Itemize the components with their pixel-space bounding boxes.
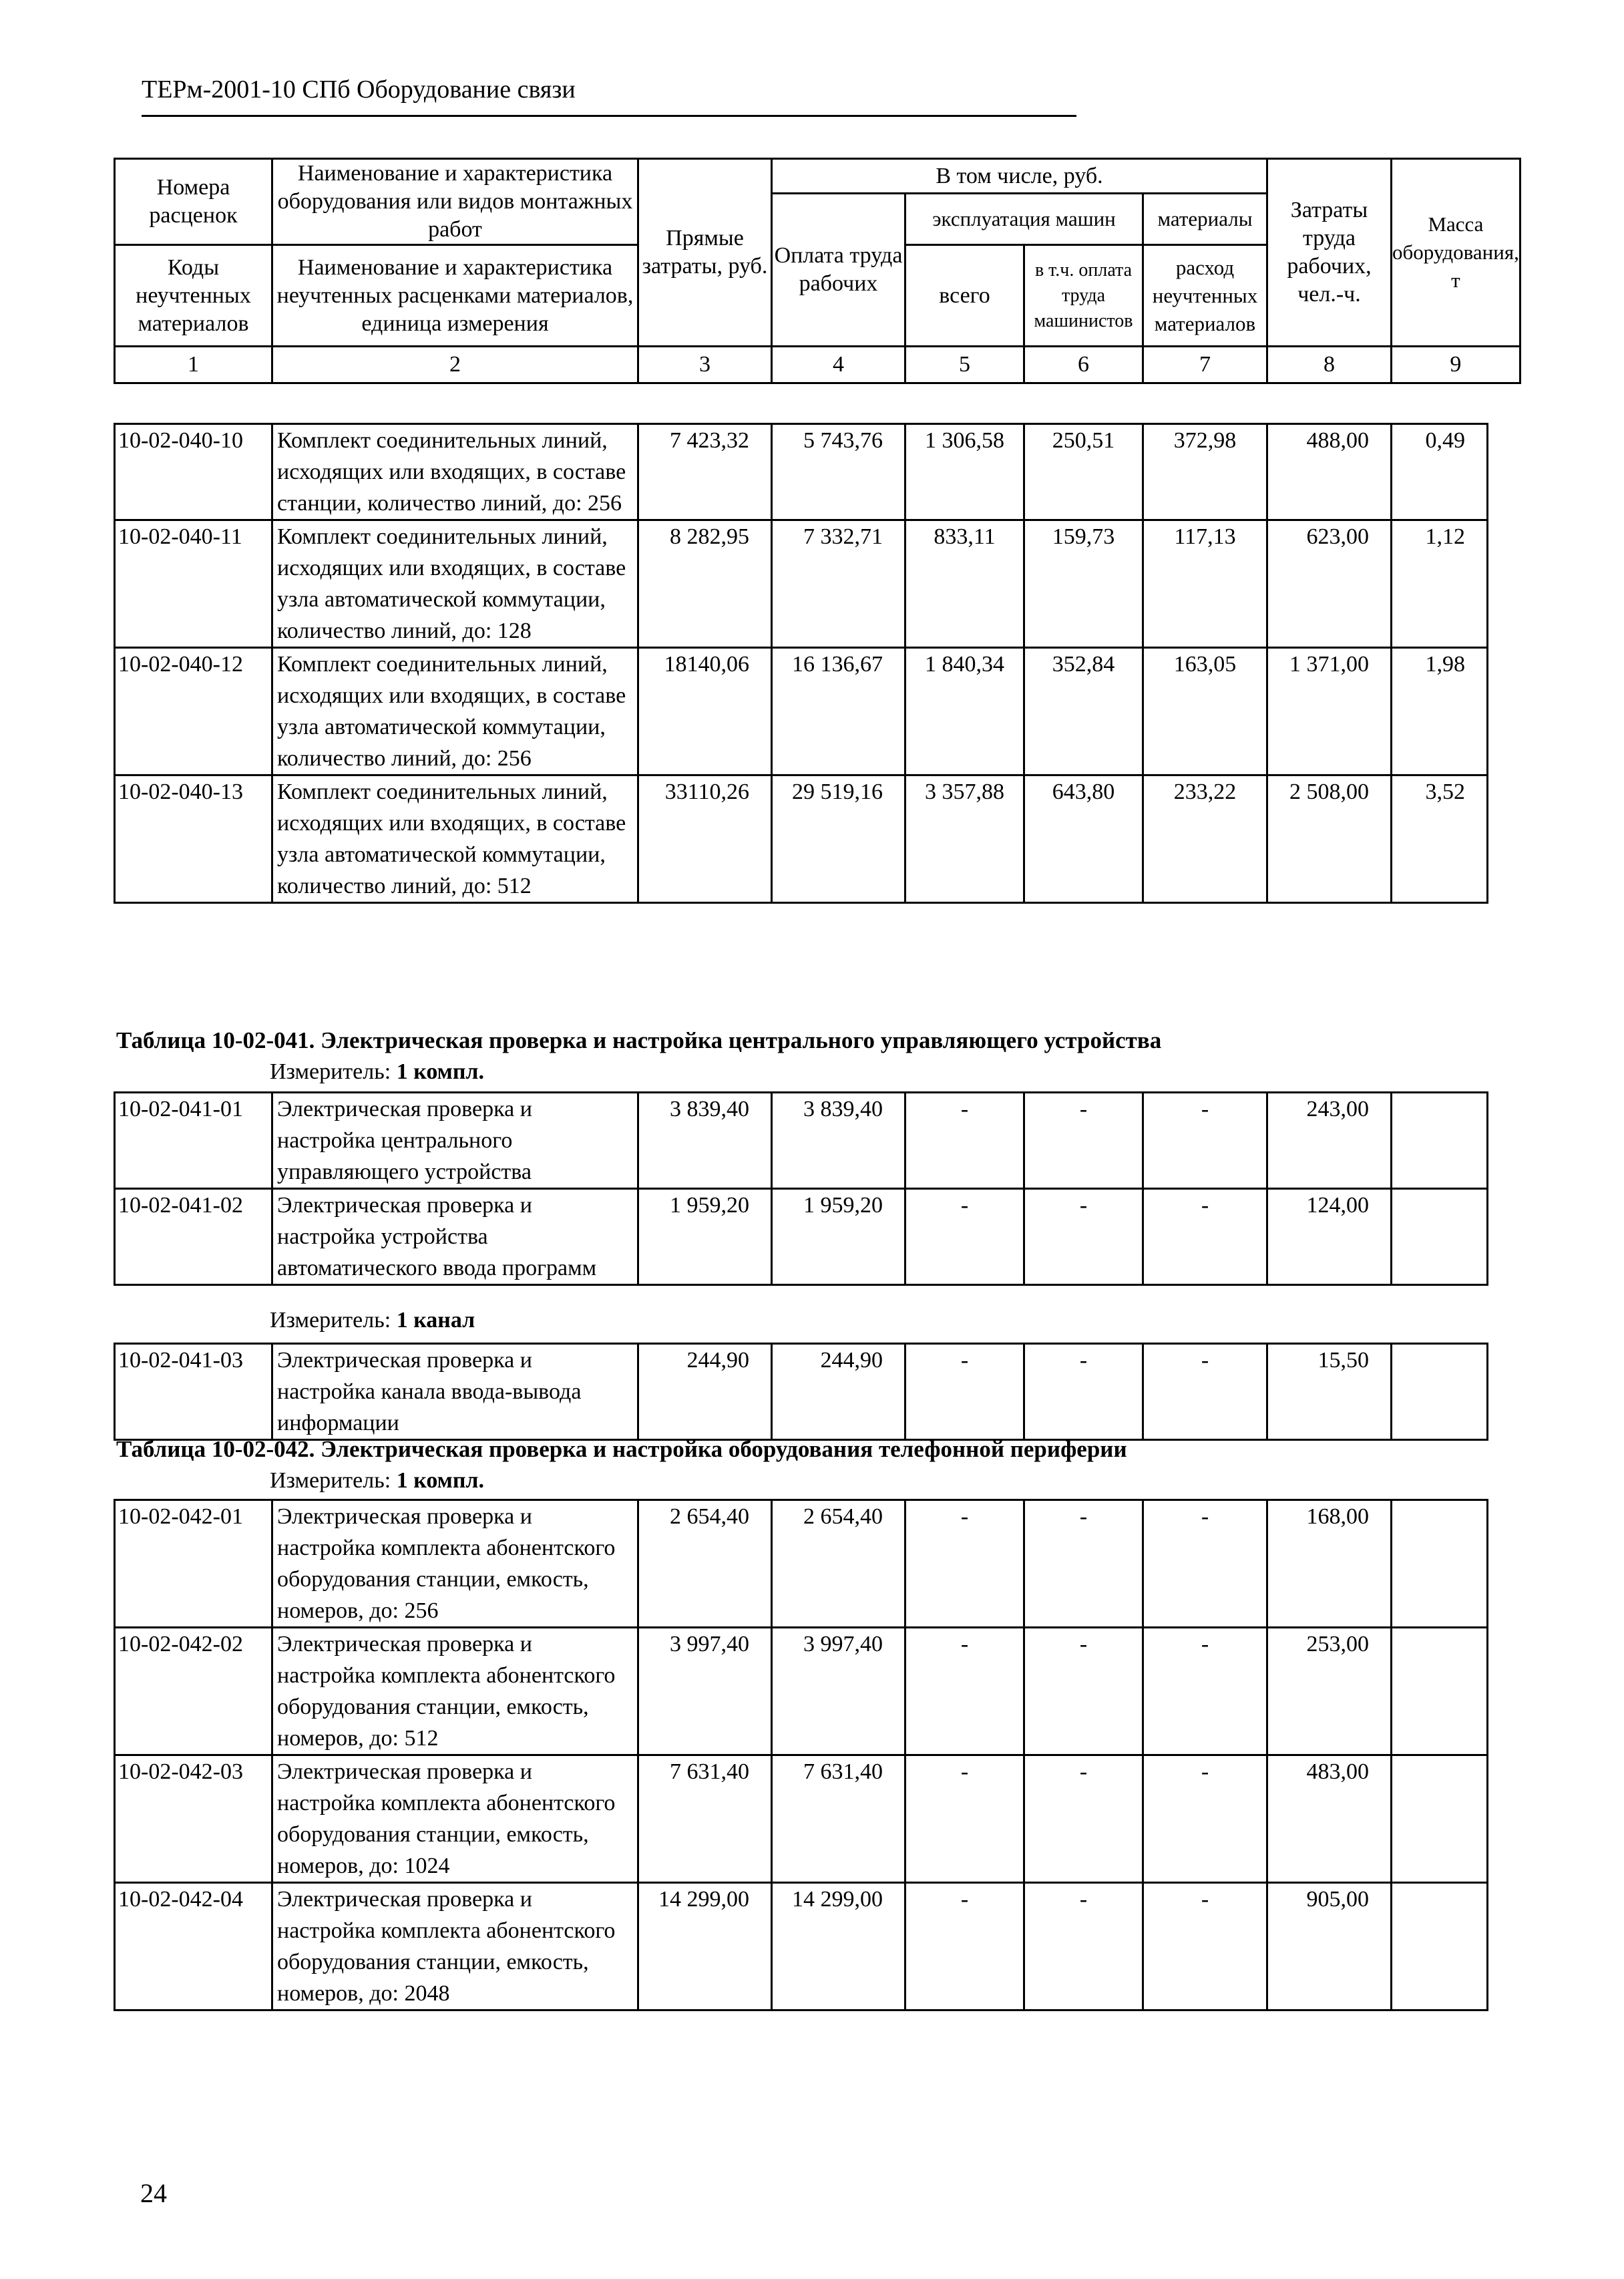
machinist-wages-cell: - <box>1024 1093 1143 1189</box>
table-title: Таблица 10-02-042. Электрическая проверка и настройка оборудования телефонной периферии <box>116 1436 1127 1462</box>
materials-cell: 163,05 <box>1143 648 1267 775</box>
worker-wages-cell: 3 839,40 <box>772 1093 905 1189</box>
column-number: 3 <box>638 347 772 383</box>
equipment-mass-cell: 3,52 <box>1392 775 1488 903</box>
equipment-mass-cell <box>1392 1755 1488 1883</box>
machinist-wages-cell: - <box>1024 1500 1143 1628</box>
rate-code: 10-02-040-11 <box>115 520 272 648</box>
direct-costs-cell: 14 299,00 <box>638 1883 772 2010</box>
labor-hours-cell: 1 371,00 <box>1267 648 1392 775</box>
worker-wages-cell: 3 997,40 <box>772 1628 905 1755</box>
rate-code: 10-02-040-12 <box>115 648 272 775</box>
worker-wages-cell: 7 631,40 <box>772 1755 905 1883</box>
column-number: 1 <box>115 347 272 383</box>
header-material-codes: Коды неучтенных материалов <box>115 245 272 347</box>
machinist-wages-cell: 352,84 <box>1024 648 1143 775</box>
work-description: Комплект соединительных линий, исходящих или входящих, в составе узла автоматической коммутации, количество линий, до: 256 <box>272 648 638 775</box>
table-meter <box>270 1059 484 1085</box>
meter-unit: 1 компл. <box>396 1059 485 1084</box>
worker-wages-cell: 29 519,16 <box>772 775 905 903</box>
rates-block <box>114 1499 1488 2011</box>
header-worker-wages: Оплата труда рабочих <box>772 194 905 347</box>
machinist-wages-cell: 159,73 <box>1024 520 1143 648</box>
labor-hours-cell: 905,00 <box>1267 1883 1392 2010</box>
table-row <box>115 1883 1488 2010</box>
direct-costs-cell: 7 631,40 <box>638 1755 772 1883</box>
header-direct-costs: Прямые затраты, руб. <box>638 159 772 347</box>
worker-wages-cell: 14 299,00 <box>772 1883 905 2010</box>
labor-hours-cell: 483,00 <box>1267 1755 1392 1883</box>
equipment-mass-cell: 0,49 <box>1392 424 1488 520</box>
rate-code: 10-02-041-01 <box>115 1093 272 1189</box>
machines-total-cell: - <box>905 1093 1024 1189</box>
rate-code: 10-02-042-01 <box>115 1500 272 1628</box>
column-number: 5 <box>905 347 1024 383</box>
machines-total-cell: - <box>905 1883 1024 2010</box>
rate-code: 10-02-040-13 <box>115 775 272 903</box>
materials-cell: - <box>1143 1500 1267 1628</box>
meter-label: Измеритель: <box>270 1059 391 1084</box>
table-row <box>115 520 1488 648</box>
equipment-mass-cell: 1,12 <box>1392 520 1488 648</box>
equipment-mass-cell <box>1392 1093 1488 1189</box>
machinist-wages-cell: 643,80 <box>1024 775 1143 903</box>
machines-total-cell: - <box>905 1755 1024 1883</box>
document-title: ТЕРм-2001-10 СПб Оборудование связи <box>142 75 576 104</box>
column-number: 6 <box>1024 347 1143 383</box>
materials-cell: - <box>1143 1344 1267 1440</box>
machines-total-cell: 1 840,34 <box>905 648 1024 775</box>
work-description: Электрическая проверка и настройка центрального управляющего устройства <box>272 1093 638 1189</box>
machinist-wages-cell: - <box>1024 1883 1143 2010</box>
direct-costs-cell: 8 282,95 <box>638 520 772 648</box>
labor-hours-cell: 124,00 <box>1267 1189 1392 1285</box>
work-description: Комплект соединительных линий, исходящих или входящих, в составе станции, количество линий, до: 256 <box>272 424 638 520</box>
machinist-wages-cell: 250,51 <box>1024 424 1143 520</box>
labor-hours-cell: 623,00 <box>1267 520 1392 648</box>
rates-block <box>114 423 1488 904</box>
machines-total-cell: - <box>905 1344 1024 1440</box>
column-header-table <box>114 158 1521 384</box>
machines-total-cell: 833,11 <box>905 520 1024 648</box>
rate-code: 10-02-042-04 <box>115 1883 272 2010</box>
meter-label: Измеритель: <box>270 1468 391 1493</box>
worker-wages-cell: 16 136,67 <box>772 648 905 775</box>
column-number: 9 <box>1392 347 1520 383</box>
machinist-wages-cell: - <box>1024 1755 1143 1883</box>
direct-costs-cell: 2 654,40 <box>638 1500 772 1628</box>
title-underline <box>142 115 1076 117</box>
worker-wages-cell: 244,90 <box>772 1344 905 1440</box>
labor-hours-cell: 253,00 <box>1267 1628 1392 1755</box>
table-row <box>115 775 1488 903</box>
page-number: 24 <box>140 2178 167 2208</box>
table-row <box>115 1755 1488 1883</box>
labor-hours-cell: 2 508,00 <box>1267 775 1392 903</box>
table-title: Таблица 10-02-041. Электрическая проверка и настройка центрального управляющего устройства <box>116 1027 1162 1053</box>
header-equipment-mass: Масса оборудования, т <box>1392 159 1520 347</box>
header-rate-numbers: Номера расценок <box>115 159 272 245</box>
machinist-wages-cell: - <box>1024 1189 1143 1285</box>
materials-cell: 233,22 <box>1143 775 1267 903</box>
table-row <box>115 1500 1488 1628</box>
table-meter <box>270 1468 484 1494</box>
table-row <box>115 1093 1488 1189</box>
meter-label: Измеритель: <box>270 1308 391 1333</box>
work-description: Электрическая проверка и настройка комплекта абонентского оборудования станции, емкость, номеров, до: 512 <box>272 1628 638 1755</box>
work-description: Комплект соединительных линий, исходящих или входящих, в составе узла автоматической коммутации, количество линий, до: 512 <box>272 775 638 903</box>
worker-wages-cell: 2 654,40 <box>772 1500 905 1628</box>
machinist-wages-cell: - <box>1024 1628 1143 1755</box>
equipment-mass-cell <box>1392 1628 1488 1755</box>
work-description: Электрическая проверка и настройка комплекта абонентского оборудования станции, емкость, номеров, до: 256 <box>272 1500 638 1628</box>
column-number: 7 <box>1143 347 1267 383</box>
materials-cell: - <box>1143 1755 1267 1883</box>
header-equipment-name: Наименование и характеристика оборудования или видов монтажных работ <box>272 159 638 245</box>
work-description: Электрическая проверка и настройка комплекта абонентского оборудования станции, емкость, номеров, до: 2048 <box>272 1883 638 2010</box>
labor-hours-cell: 168,00 <box>1267 1500 1392 1628</box>
column-number: 8 <box>1267 347 1392 383</box>
materials-cell: 372,98 <box>1143 424 1267 520</box>
labor-hours-cell: 243,00 <box>1267 1093 1392 1189</box>
equipment-mass-cell: 1,98 <box>1392 648 1488 775</box>
materials-cell: - <box>1143 1093 1267 1189</box>
equipment-mass-cell <box>1392 1344 1488 1440</box>
column-number: 2 <box>272 347 638 383</box>
machines-total-cell: - <box>905 1628 1024 1755</box>
machines-total-cell: 3 357,88 <box>905 775 1024 903</box>
equipment-mass-cell <box>1392 1883 1488 2010</box>
table-meter <box>270 1308 475 1333</box>
equipment-mass-cell <box>1392 1500 1488 1628</box>
column-number: 4 <box>772 347 905 383</box>
direct-costs-cell: 3 997,40 <box>638 1628 772 1755</box>
labor-hours-cell: 488,00 <box>1267 424 1392 520</box>
machines-total-cell: - <box>905 1189 1024 1285</box>
rate-code: 10-02-042-02 <box>115 1628 272 1755</box>
direct-costs-cell: 7 423,32 <box>638 424 772 520</box>
header-material-consumption: расход неучтенных материалов <box>1143 245 1267 347</box>
header-machine-operation: эксплуатация машин <box>905 194 1143 245</box>
header-materials: материалы <box>1143 194 1267 245</box>
worker-wages-cell: 5 743,76 <box>772 424 905 520</box>
work-description: Электрическая проверка и настройка комплекта абонентского оборудования станции, емкость, номеров, до: 1024 <box>272 1755 638 1883</box>
header-machinist-wages: в т.ч. оплата труда машинистов <box>1024 245 1143 347</box>
header-machines-total: всего <box>905 245 1024 347</box>
machines-total-cell: - <box>905 1500 1024 1628</box>
equipment-mass-cell <box>1392 1189 1488 1285</box>
header-including-group: В том числе, руб. <box>772 159 1267 194</box>
rate-code: 10-02-041-02 <box>115 1189 272 1285</box>
table-row <box>115 1628 1488 1755</box>
materials-cell: - <box>1143 1883 1267 2010</box>
rate-code: 10-02-042-03 <box>115 1755 272 1883</box>
table-row <box>115 424 1488 520</box>
rates-block <box>114 1091 1488 1286</box>
header-labor-hours: Затраты труда рабочих, чел.-ч. <box>1267 159 1392 347</box>
labor-hours-cell: 15,50 <box>1267 1344 1392 1440</box>
meter-unit: 1 канал <box>396 1308 475 1333</box>
machines-total-cell: 1 306,58 <box>905 424 1024 520</box>
header-unaccounted-materials: Наименование и характеристика неучтенных расценками материалов, единица измерения <box>272 245 638 347</box>
materials-cell: - <box>1143 1189 1267 1285</box>
direct-costs-cell: 1 959,20 <box>638 1189 772 1285</box>
work-description: Электрическая проверка и настройка канала ввода-вывода информации <box>272 1344 638 1440</box>
direct-costs-cell: 33110,26 <box>638 775 772 903</box>
work-description: Комплект соединительных линий, исходящих или входящих, в составе узла автоматической коммутации, количество линий, до: 128 <box>272 520 638 648</box>
materials-cell: 117,13 <box>1143 520 1267 648</box>
rate-code: 10-02-040-10 <box>115 424 272 520</box>
machinist-wages-cell: - <box>1024 1344 1143 1440</box>
worker-wages-cell: 7 332,71 <box>772 520 905 648</box>
rates-block <box>114 1343 1488 1441</box>
rate-code: 10-02-041-03 <box>115 1344 272 1440</box>
direct-costs-cell: 3 839,40 <box>638 1093 772 1189</box>
table-row <box>115 1189 1488 1285</box>
materials-cell: - <box>1143 1628 1267 1755</box>
worker-wages-cell: 1 959,20 <box>772 1189 905 1285</box>
work-description: Электрическая проверка и настройка устройства автоматического ввода программ <box>272 1189 638 1285</box>
direct-costs-cell: 18140,06 <box>638 648 772 775</box>
meter-unit: 1 компл. <box>396 1468 485 1493</box>
direct-costs-cell: 244,90 <box>638 1344 772 1440</box>
table-row <box>115 648 1488 775</box>
table-row <box>115 1344 1488 1440</box>
